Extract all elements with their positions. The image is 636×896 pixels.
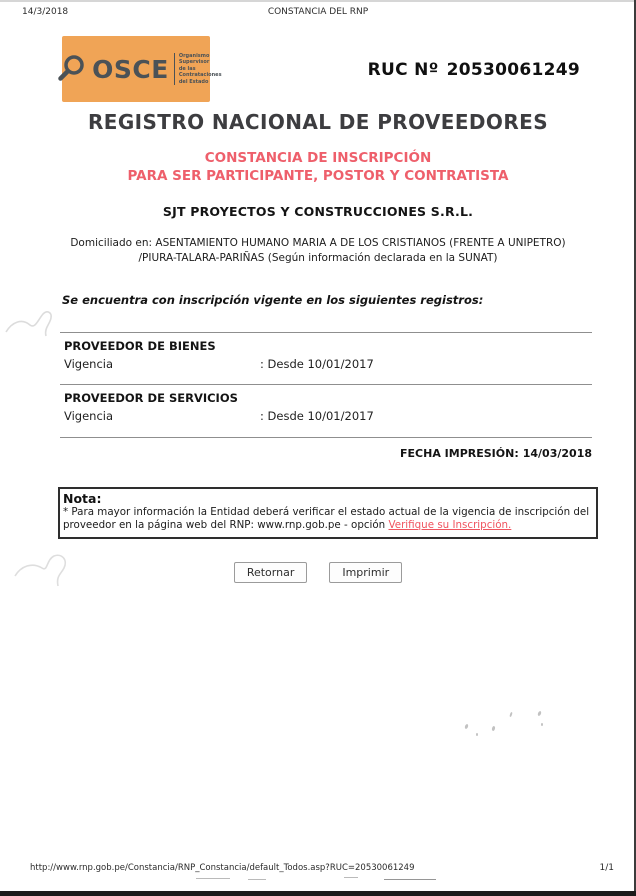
note-body: * Para mayor información la Entidad deberá verificar el estado actual de la vigencia de inscripción del proveedor en la página web del RNP: www.rnp.gob.pe - opción — [63, 506, 590, 531]
retornar-button[interactable]: Retornar — [234, 562, 308, 583]
scan-speck-artifact — [491, 726, 495, 732]
scan-speck-artifact — [464, 724, 469, 730]
magnifier-icon — [57, 54, 87, 84]
verify-inscription-link[interactable]: Verifique su Inscripción. — [388, 519, 512, 531]
note-text — [63, 506, 590, 532]
ruc-label: RUC Nº — [367, 60, 439, 80]
scan-speck-artifact — [541, 723, 543, 726]
fecha-impresion-label: FECHA IMPRESIÓN: — [400, 447, 519, 460]
page-number: 1/1 — [599, 863, 614, 873]
subtitle-line-1: CONSTANCIA DE INSCRIPCIÓN — [204, 150, 432, 166]
scan-tick-artifact — [384, 879, 436, 880]
note-box — [58, 487, 598, 539]
scan-tick-artifact — [196, 878, 230, 879]
divider — [60, 332, 592, 333]
scan-crease-artifact — [2, 298, 62, 350]
scan-speck-artifact — [537, 711, 542, 717]
divider — [60, 384, 592, 385]
scan-edge-top — [0, 0, 636, 2]
vigencia-label: Vigencia — [64, 409, 114, 423]
vigencia-value: : Desde 10/01/2017 — [260, 409, 374, 423]
scan-edge-bottom — [0, 891, 636, 896]
document-subtitle — [0, 149, 636, 185]
osce-logo — [62, 36, 222, 102]
fecha-impresion-value: 14/03/2018 — [522, 447, 592, 460]
address-label: Domiciliado en: — [70, 237, 153, 249]
footer-url: http://www.rnp.gob.pe/Constancia/RNP_Constancia/default_Todos.asp?RUC=20530061249 — [30, 863, 415, 873]
address-line-2: /PIURA-TALARA-PARIÑAS (Según información declarada en la SUNAT) — [138, 252, 498, 264]
logo-tagline: Organismo Supervisor de las Contrataciones del Estado — [174, 53, 215, 86]
vigencia-label: Vigencia — [64, 357, 114, 371]
registry-name: PROVEEDOR DE BIENES — [64, 339, 216, 353]
scan-speck-artifact — [509, 712, 512, 717]
imprimir-button[interactable]: Imprimir — [329, 562, 402, 583]
vigencia-value: : Desde 10/01/2017 — [260, 357, 374, 371]
divider — [60, 437, 592, 438]
action-buttons — [0, 562, 636, 583]
fecha-impresion — [400, 447, 592, 460]
page-title: REGISTRO NACIONAL DE PROVEEDORES — [87, 110, 549, 134]
registry-name: PROVEEDOR DE SERVICIOS — [64, 391, 238, 405]
print-header-title: CONSTANCIA DEL RNP — [267, 7, 369, 17]
address-line-1: ASENTAMIENTO HUMANO MARIA A DE LOS CRISTIANOS (FRENTE A UNIPETRO) — [155, 237, 566, 249]
ruc-number: 20530061249 — [446, 60, 580, 80]
ruc-number-line — [368, 60, 580, 80]
print-date: 14/3/2018 — [22, 7, 69, 17]
subtitle-line-2: PARA SER PARTICIPANTE, POSTOR Y CONTRATISTA — [127, 168, 509, 184]
scan-tick-artifact — [248, 879, 266, 880]
provider-name: SJT PROYECTOS Y CONSTRUCCIONES S.R.L. — [162, 204, 474, 219]
provider-address — [36, 236, 600, 266]
logo-wordmark: OSCE — [92, 54, 169, 84]
scan-speck-artifact — [476, 733, 478, 736]
scan-tick-artifact — [344, 877, 358, 878]
note-title: Nota: — [63, 491, 102, 506]
registries-intro: Se encuentra con inscripción vigente en los siguientes registros: — [62, 293, 484, 307]
